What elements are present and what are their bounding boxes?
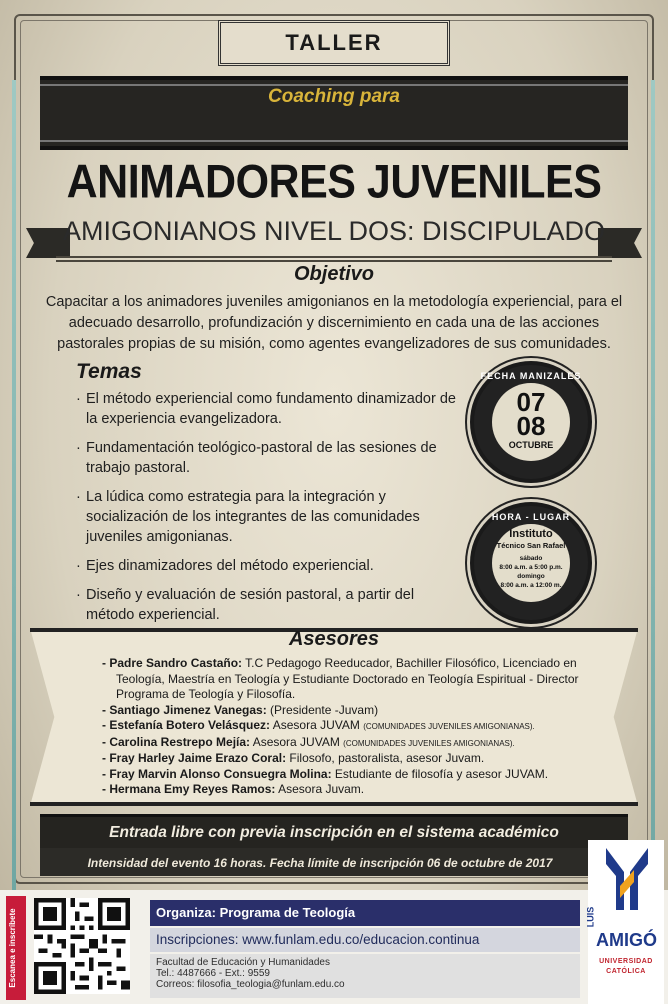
asesor-item [102, 718, 602, 735]
logo-amigo-text: AMIGÓ [596, 930, 657, 950]
asesor-item [102, 782, 602, 798]
universidad-logo [585, 840, 664, 1004]
hora-badge-inner [492, 524, 570, 602]
asesor-desc: Filosofo, pastoralista, asesor Juvam. [286, 751, 485, 765]
hora-time-domingo: 8:00 a.m. a 12:00 m. [500, 582, 562, 589]
asesor-item [102, 735, 602, 752]
lugar-line-1: Instituto [509, 528, 553, 540]
asesor-desc: Asesora JUVAM [270, 718, 364, 732]
qr-code[interactable] [34, 898, 130, 994]
asesor-desc: Asesora Juvam. [275, 782, 365, 796]
fecha-day-1: 07 [516, 387, 546, 417]
asesores-list [102, 656, 602, 798]
lugar-line-2: Técnico San Rafael [496, 541, 566, 550]
asesor-name: - Estefanía Botero Velásquez: [102, 718, 271, 732]
asesor-desc: Estudiante de filosofía y asesor JUVAM. [331, 766, 549, 781]
objetivo-text: Capacitar a los animadores juveniles amigonianos en la metodología experiencial, para el adecuado desarrollo, profundización y discernimiento en cada una de las acciones pastorales propias de su misión, como agentes evangelizadores de sus comunidades. [45, 294, 623, 352]
asesor-note: (COMUNIDADES JUVENILES AMIGONIANAS). [343, 738, 515, 748]
asesor-name: - Santiago Jimenez Vanegas: [102, 702, 267, 717]
inscripciones-link[interactable]: Inscripciones: www.funlam.edu.co/educacion.continua [150, 928, 580, 952]
facultad-text: Facultad de Educación y Humanidades [156, 957, 330, 968]
fecha-month: OCTUBRE [508, 440, 554, 450]
taller-label-box [218, 20, 450, 66]
fecha-badge-inner [492, 383, 570, 461]
asesor-item [102, 751, 602, 767]
tema-item: · El método experiencial como fundamento dinamizador de la experiencia evangelizadora. [76, 389, 456, 429]
fecha-arc-label: FECHA MANIZALES [480, 371, 582, 381]
contact-box [150, 954, 580, 998]
logo-universidad-text: UNIVERSIDAD [599, 958, 653, 965]
asesor-note: (COMUNIDADES JUVENILES AMIGONIANAS). [363, 722, 535, 731]
temas-list [76, 389, 456, 634]
hora-day-sabado: sábado [519, 555, 543, 562]
logo-luis-text: LUIS [585, 906, 596, 928]
tema-item: · La lúdica como estrategia para la integración y socialización de los integrantes de las comunidades juveniles amigonianas. [76, 487, 456, 547]
hora-day-domingo: domingo [517, 573, 545, 580]
asesor-item [102, 703, 602, 719]
hora-arc-label: HORA - LUGAR [491, 512, 571, 522]
intensidad-text: Intensidad del evento 16 horas. Fecha límite de inscripción 06 de octubre de 2017 [87, 856, 553, 870]
telefono-text: Tel.: 4487666 - Ext.: 9559 [156, 968, 270, 979]
asesor-item [102, 656, 602, 703]
asesores-heading: Asesores [288, 628, 380, 650]
scan-label: Escanea e inscríbete [8, 908, 17, 988]
fecha-day-2: 08 [516, 411, 546, 441]
taller-label: TALLER [285, 30, 383, 55]
objetivo-heading: Objetivo [293, 263, 374, 285]
temas-heading: Temas [76, 360, 142, 383]
divider-line [56, 260, 612, 262]
main-title: ANIMADORES JUVENILES [66, 155, 602, 209]
banner-stripe-bottom [40, 140, 628, 142]
organiza-bar: Organiza: Programa de Teología [150, 900, 580, 926]
logo-catolica-text: CATÓLICA [606, 968, 646, 975]
logo-emblem-icon [602, 846, 652, 912]
asesor-desc: (Presidente -Juvam) [266, 702, 379, 717]
asesor-name: - Hermana Emy Reyes Ramos: [102, 782, 276, 796]
asesor-desc: Asesora JUVAM [250, 734, 344, 749]
hora-time-sabado: 8:00 a.m. a 5:00 p.m. [499, 564, 563, 571]
subtitle: AMIGONIANOS NIVEL DOS: DISCIPULADO [62, 216, 606, 246]
tema-item: · Ejes dinamizadores del método experiencial. [76, 556, 456, 576]
correo-text[interactable]: Correos: filosofia_teologia@funlam.edu.co [156, 979, 345, 990]
asesor-item [102, 767, 602, 783]
coaching-text: Coaching para [268, 86, 400, 107]
asesor-name: - Carolina Restrepo Mejía: [102, 734, 251, 749]
tema-item: · Diseño y evaluación de sesión pastoral, a partir del método experiencial. [76, 585, 456, 625]
divider-line [56, 256, 612, 258]
fecha-badge [470, 361, 592, 483]
asesor-name: - Padre Sandro Castaño: [102, 656, 243, 670]
asesor-name: - Fray Marvin Alonso Consuegra Molina: [102, 766, 332, 781]
asesor-name: - Fray Harley Jaime Erazo Coral: [102, 751, 287, 765]
hora-lugar-badge [470, 502, 592, 624]
asesor-desc: T.C Pedagogo Reeducador, Bachiller Filosófico, Licenciado en Teología, Maestría en Teología y Estudiante Doctorado en Teología Espiritual - Director Programa de Teología y Filosofía. [116, 656, 579, 701]
tema-item: · Fundamentación teológico-pastoral de las sesiones de trabajo pastoral. [76, 438, 456, 478]
entrada-text: Entrada libre con previa inscripción en el sistema académico [109, 824, 559, 841]
